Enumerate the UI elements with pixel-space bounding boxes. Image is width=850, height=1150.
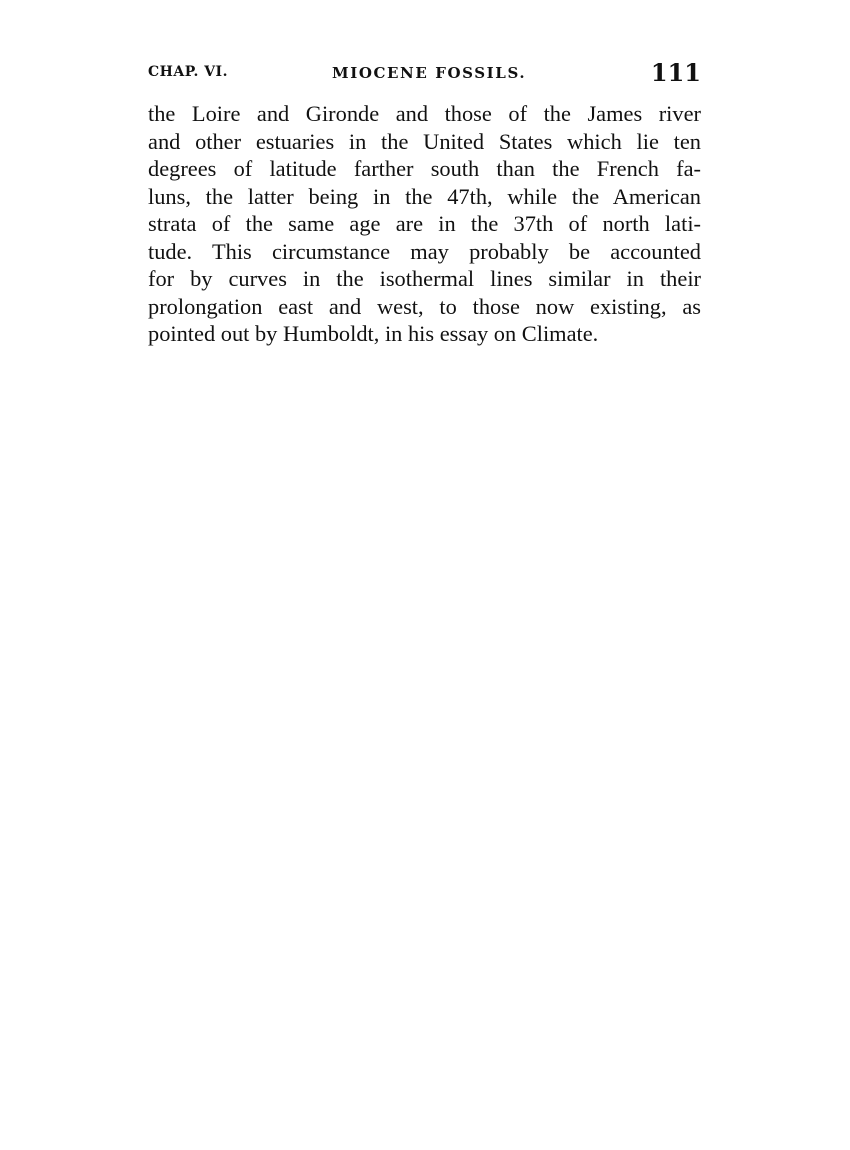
text-line: the Loire and Gironde and those of the James river (148, 101, 701, 126)
running-head (148, 58, 701, 94)
text-line: degrees of latitude farther south than the French fa- (148, 156, 701, 181)
text-line: luns, the latter being in the 47th, while the American (148, 183, 701, 209)
text-line: prolongation east and west, to those now existing, as (148, 293, 701, 319)
body-paragraph (148, 100, 701, 348)
page-number: 111 (650, 58, 701, 87)
text-line: pointed out by Humboldt, in his essay on Climate. (148, 321, 599, 346)
text-line: for by curves in the isothermal lines similar in their (148, 266, 701, 291)
text-line: tude. This circumstance may probably be accounted (148, 238, 701, 264)
section-title: MIOCENE FOSSILS. (332, 64, 527, 82)
text-line: and other estuaries in the United States which lie ten (148, 128, 701, 154)
chapter-label: CHAP. VI. (148, 64, 228, 80)
text-line: strata of the same age are in the 37th of north lati- (148, 211, 701, 236)
